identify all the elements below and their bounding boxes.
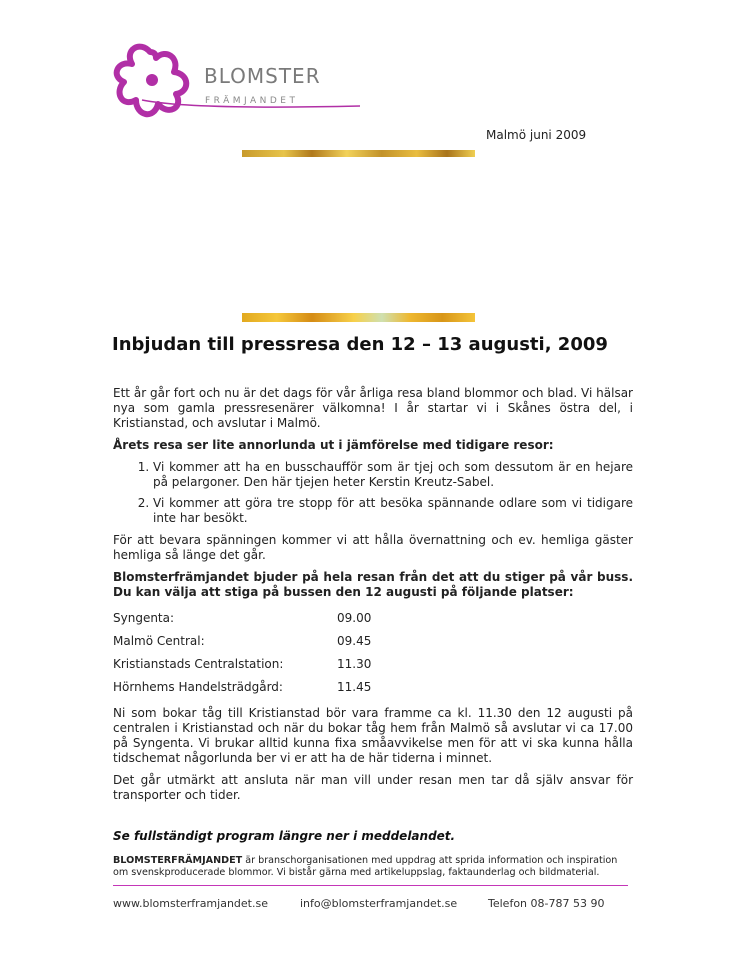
invite-paragraph: Blomsterfrämjandet bjuder på hela resan från det att du stiger på vår buss. Du kan välja att stiga på bussen den 12 augusti på följande platser: (113, 570, 633, 599)
schedule-place: Hörnhems Handelsträdgård: (113, 680, 283, 694)
footer-phone: Telefon 08-787 53 90 (488, 897, 605, 910)
schedule-row (113, 607, 633, 630)
flower-photo-strip-top (242, 150, 475, 157)
train-paragraph: Ni som bokar tåg till Kristianstad bör vara framme ca kl. 11.30 den 12 augusti på centralen i Kristianstad och när du bokar tåg hem från Malmö så avslutar vi ca 17.00 på Syngenta. Vi brukar alltid kunna fixa småavvikelse men för att vi ska kunna hålla tidschemat någorlunda ber vi er att ha de här tiderna i minnet. (113, 706, 633, 765)
logo-subtitle: FRÄMJANDET (205, 96, 299, 106)
join-paragraph: Det går utmärkt att ansluta när man vill under resan men tar då själv ansvar för transporter och tider. (113, 773, 633, 802)
schedule-place: Kristianstads Centralstation: (113, 657, 284, 671)
footer-email-link[interactable]: info@blomsterframjandet.se (300, 897, 458, 910)
footer-website-link[interactable]: www.blomsterframjandet.se (113, 897, 268, 910)
schedule-time: 11.30 (337, 657, 372, 671)
footer-divider (113, 885, 628, 886)
program-note: Se fullständigt program längre ner i meddelandet. (113, 829, 456, 843)
about-org-name: BLOMSTERFRÄMJANDET (113, 855, 243, 866)
logo-wordmark: BLOMSTER (204, 64, 321, 88)
schedule-row (113, 630, 633, 653)
schedule-time: 09.45 (337, 634, 372, 648)
schedule-time: 09.00 (337, 611, 372, 625)
schedule-row (113, 653, 633, 676)
about-organisation (113, 855, 633, 879)
differences-heading: Årets resa ser lite annorlunda ut i jämförelse med tidigare resor: (113, 438, 554, 452)
differences-list (113, 460, 633, 526)
document-body (113, 386, 633, 810)
intro-paragraph: Ett år går fort och nu är det dags för vår årliga resa bland blommor och blad. Vi hälsar nya som gamla pressresenärer välkomna! I år startar vi i Skånes östra del, i Kristianstad, och avslutar i Malmö. (113, 386, 633, 430)
schedule-row (113, 676, 633, 699)
schedule-place: Syngenta: (113, 611, 175, 625)
schedule-time: 11.45 (337, 680, 372, 694)
schedule-place: Malmö Central: (113, 634, 205, 648)
list-item: 1. Vi kommer att ha en busschaufför som är tjej och som dessutom är en hejare på pelargoner. Den här tjejen heter Kerstin Kreutz-Sabel. (153, 460, 633, 490)
pickup-schedule (113, 607, 633, 699)
list-item: 2. Vi kommer att göra tre stopp för att besöka spännande odlare som vi tidigare inte har besökt. (153, 496, 633, 526)
secret-paragraph: För att bevara spänningen kommer vi att hålla övernattning och ev. hemliga gäster hemliga så länge det går. (113, 533, 633, 562)
document-date: Malmö juni 2009 (486, 128, 587, 142)
flower-photo-strip-bottom (242, 313, 475, 322)
page-title: Inbjudan till pressresa den 12 – 13 augusti, 2009 (112, 334, 608, 355)
about-text: är branschorganisationen med uppdrag att sprida information och inspiration om svenskproducerade blommor. Vi bistår gärna med artikeluppslag, faktaunderlag och bildmaterial. (113, 855, 618, 878)
